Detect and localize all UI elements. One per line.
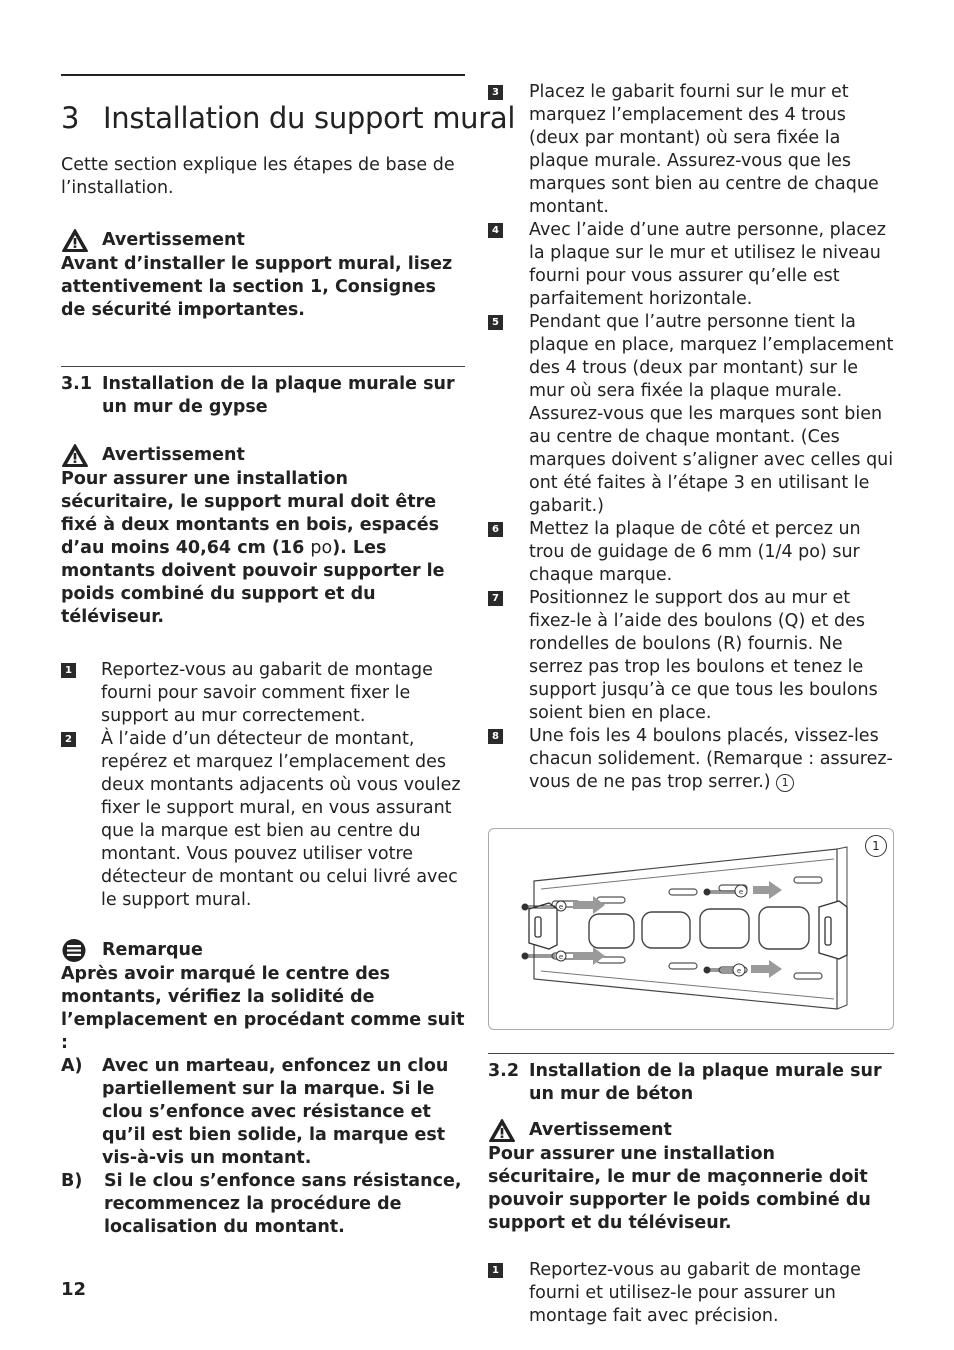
note-item — [61, 1055, 465, 1170]
step-number: 3 — [488, 85, 503, 100]
step-text: Positionnez le support dos au mur et fixez-le à l’aide des boulons (Q) et des rondelles de boulons (R) fournis. Ne serrez pas trop les boulons et tenez le support jusqu’à ce que tous les boulons soient bien en place. — [529, 588, 878, 723]
chapter-title-text: Installation du support mural — [103, 101, 516, 135]
page-number: 12 — [61, 1279, 87, 1300]
step-item — [488, 1259, 894, 1328]
right-column — [488, 81, 894, 1328]
step-text: Avec l’aide d’une autre personne, placez la plaque sur le mur et utilisez le niveau fourni pour vous assurer qu’elle est parfaitement horizontale. — [529, 220, 886, 309]
note-label: Remarque — [102, 940, 203, 960]
warning-text: Avant d’installer le support mural, lisez attentivement la section 1, Consignes de sécurité importantes. — [61, 254, 453, 320]
step-number: 1 — [488, 1263, 503, 1278]
warning-text: Pour assurer une installation sécuritaire, le mur de maçonnerie doit pouvoir supporter le poids combiné du support et du téléviseur. — [488, 1144, 871, 1233]
step-item — [488, 725, 894, 794]
note-item-label: B) — [61, 1171, 83, 1191]
note-item — [61, 1170, 465, 1239]
note-item-label: A) — [61, 1056, 83, 1076]
step-item — [488, 311, 894, 518]
bolt-label: e — [558, 903, 564, 911]
warning-icon — [488, 1118, 516, 1143]
section-rule — [488, 1053, 894, 1054]
step-text: Pendant que l’autre personne tient la plaque en place, marquez l’emplacement des 4 trous (deux par montant) sur le mur où sera fixée la plaque murale. Assurez-vous que les marques sont bien au centre de chaque montant. (Ces marques doivent s’aligner avec celles qui ont été faites à l’étape 3 en utilisant le gabarit.) — [529, 312, 894, 516]
note-callout — [61, 938, 465, 1239]
figure-reference: 1 — [776, 774, 794, 792]
bolt-label: e — [738, 888, 744, 896]
chapter-title — [61, 100, 516, 136]
step-item — [488, 518, 894, 587]
warning-callout — [61, 443, 465, 629]
section-heading — [61, 373, 465, 419]
step-text: À l’aide d’un détecteur de montant, repérez et marquez l’emplacement des deux montants adjacents où vous voulez fixer le support mural, en vous assurant que la marque est bien au centre du montant. Vous pouvez utiliser votre détecteur de montant ou celui livré avec le support mural. — [101, 729, 461, 910]
note-text: Après avoir marqué le centre des montants, vérifiez la solidité de l’emplacement en procédant comme suit : — [61, 964, 465, 1053]
bolt-label: e — [558, 953, 564, 961]
step-item — [61, 659, 465, 728]
warning-icon — [61, 443, 89, 468]
step-text: Placez le gabarit fourni sur le mur et marquez l’emplacement des 4 trous (deux par montant) où sera fixée la plaque murale. Assurez-vous que les marques sont bien au centre de chaque montant. — [529, 82, 879, 217]
figure-wall-plate — [488, 828, 894, 1030]
step-number: 4 — [488, 223, 503, 238]
chapter-rule — [61, 74, 465, 76]
warning-text: Pour assurer une installation sécuritaire, le support mural doit être fixé à deux montants en bois, espacés d’au moins 40,64 cm (16 po). Les montants doivent pouvoir supporter le poids combiné du support et du téléviseur. — [61, 469, 445, 627]
step-text: Reportez-vous au gabarit de montage fourni et utilisez-le pour assurer un montage fait avec précision. — [529, 1260, 861, 1326]
wall-plate-illustration — [489, 829, 893, 1029]
section-heading — [488, 1060, 894, 1106]
step-number: 7 — [488, 591, 503, 606]
step-item — [488, 587, 894, 725]
warning-label: Avertissement — [102, 230, 245, 250]
step-item — [488, 81, 894, 219]
intro-paragraph: Cette section explique les étapes de base de l’installation. — [61, 155, 455, 198]
section-number: 3.1 — [61, 374, 93, 394]
note-item-text: Si le clou s’enfonce sans résistance, recommencez la procédure de localisation du montant. — [104, 1171, 462, 1237]
chapter-number: 3 — [61, 101, 80, 135]
section-rule — [61, 366, 465, 367]
note-icon — [61, 938, 89, 963]
step-text: Reportez-vous au gabarit de montage fourni pour savoir comment fixer le support au mur correctement. — [101, 660, 433, 726]
step-item — [488, 219, 894, 311]
step-number: 8 — [488, 729, 503, 744]
step-number: 2 — [61, 732, 76, 747]
step-text: Une fois les 4 boulons placés, vissez-les chacun solidement. (Remarque : assurez-vous de ne pas trop serrer.) 1 — [529, 726, 893, 792]
note-item-text: Avec un marteau, enfoncez un clou partiellement sur la marque. Si le clou s’enfonce avec résistance et qu’il est bien solide, la marque est vis-à-vis un montant. — [102, 1056, 449, 1168]
warning-icon — [61, 228, 89, 253]
warning-callout — [61, 228, 465, 322]
step-number: 5 — [488, 315, 503, 330]
step-number: 1 — [61, 663, 76, 678]
step-number: 6 — [488, 522, 503, 537]
step-text: Mettez la plaque de côté et percez un trou de guidage de 6 mm (1/4 po) sur chaque marque. — [529, 519, 861, 585]
step-item — [61, 728, 465, 912]
section-title: Installation de la plaque murale sur un mur de gypse — [102, 374, 455, 417]
warning-label: Avertissement — [102, 445, 245, 465]
section-number: 3.2 — [488, 1061, 520, 1081]
warning-label: Avertissement — [529, 1120, 672, 1140]
figure-number: 1 — [865, 835, 887, 857]
warning-callout — [488, 1118, 894, 1235]
bolt-label: e — [736, 967, 742, 975]
section-title: Installation de la plaque murale sur un mur de béton — [529, 1061, 882, 1104]
